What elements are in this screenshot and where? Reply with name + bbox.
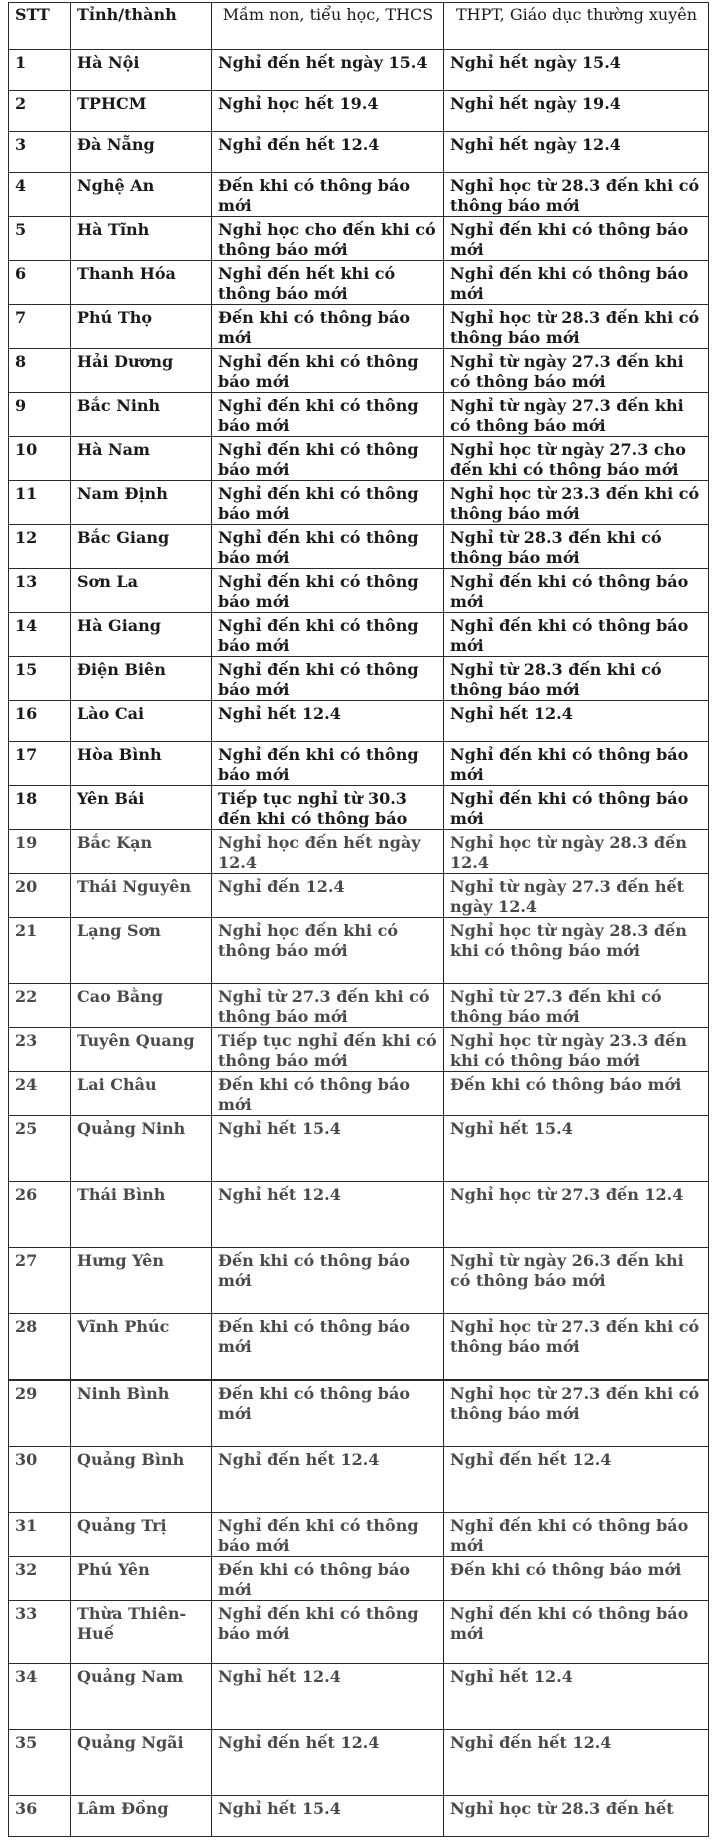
row-primary-status: Nghỉ đến hết ngày 15.4 (212, 50, 444, 91)
row-secondary-status: Nghỉ hết 12.4 (444, 701, 709, 742)
table-row (9, 830, 709, 874)
row-secondary-status: Nghỉ đến khi có thông báo mới (444, 1513, 709, 1557)
row-stt: 18 (9, 786, 71, 830)
table-row (9, 657, 709, 701)
row-secondary-status: Nghỉ học từ 27.3 đến 12.4 (444, 1182, 709, 1248)
row-secondary-status: Đến khi có thông báo mới (444, 1072, 709, 1116)
row-stt: 24 (9, 1072, 71, 1116)
row-stt: 4 (9, 173, 71, 217)
table-row (9, 437, 709, 481)
row-stt: 16 (9, 701, 71, 742)
row-primary-status: Nghỉ đến khi có thông báo mới (212, 481, 444, 525)
row-secondary-status: Nghỉ từ ngày 26.3 đến khi có thông báo mới (444, 1248, 709, 1314)
row-secondary-status: Nghỉ từ 28.3 đến khi có thông báo mới (444, 525, 709, 569)
table-row (9, 261, 709, 305)
row-province: Quảng Bình (71, 1447, 212, 1513)
row-primary-status: Nghỉ học đến hết ngày 12.4 (212, 830, 444, 874)
table-row (9, 1314, 709, 1381)
row-province: Phú Yên (71, 1557, 212, 1601)
row-secondary-status: Nghỉ đến khi có thông báo mới (444, 261, 709, 305)
school-closure-table (8, 2, 709, 1837)
row-primary-status: Nghỉ học cho đến khi có thông báo mới (212, 217, 444, 261)
row-secondary-status: Nghỉ từ ngày 27.3 đến khi có thông báo mới (444, 393, 709, 437)
row-primary-status: Đến khi có thông báo mới (212, 173, 444, 217)
row-province: Lào Cai (71, 701, 212, 742)
row-stt: 14 (9, 613, 71, 657)
row-primary-status: Nghỉ hết 12.4 (212, 701, 444, 742)
row-province: TPHCM (71, 91, 212, 132)
table-row (9, 217, 709, 261)
table-row (9, 132, 709, 173)
row-stt: 20 (9, 874, 71, 918)
row-primary-status: Đến khi có thông báo mới (212, 1380, 444, 1447)
table-row (9, 91, 709, 132)
table-row (9, 1664, 709, 1730)
table-row (9, 1116, 709, 1182)
row-province: Thanh Hóa (71, 261, 212, 305)
row-stt: 7 (9, 305, 71, 349)
row-primary-status: Đến khi có thông báo mới (212, 1072, 444, 1116)
table-row (9, 984, 709, 1028)
row-primary-status: Tiếp tục nghỉ từ 30.3 đến khi có thông báo (212, 786, 444, 830)
header-province: Tỉnh/thành (71, 3, 212, 50)
row-province: Quảng Ngãi (71, 1730, 212, 1796)
row-secondary-status: Nghỉ học từ ngày 28.3 đến khi có thông báo mới (444, 918, 709, 984)
row-stt: 5 (9, 217, 71, 261)
row-primary-status: Nghỉ đến hết 12.4 (212, 132, 444, 173)
row-stt: 28 (9, 1314, 71, 1381)
row-primary-status: Nghỉ đến khi có thông báo mới (212, 1601, 444, 1664)
row-secondary-status: Nghỉ hết 15.4 (444, 1116, 709, 1182)
table-row (9, 50, 709, 91)
row-province: Đà Nẵng (71, 132, 212, 173)
table-row (9, 1730, 709, 1796)
row-stt: 25 (9, 1116, 71, 1182)
row-primary-status: Nghỉ đến khi có thông báo mới (212, 1513, 444, 1557)
table-row (9, 1447, 709, 1513)
row-stt: 19 (9, 830, 71, 874)
row-secondary-status: Nghỉ từ 28.3 đến khi có thông báo mới (444, 657, 709, 701)
row-stt: 33 (9, 1601, 71, 1664)
row-stt: 35 (9, 1730, 71, 1796)
row-primary-status: Nghỉ đến khi có thông báo mới (212, 349, 444, 393)
row-province: Quảng Nam (71, 1664, 212, 1730)
row-province: Quảng Trị (71, 1513, 212, 1557)
row-secondary-status: Nghỉ học từ ngày 23.3 đến khi có thông báo mới (444, 1028, 709, 1072)
row-province: Lâm Đồng (71, 1796, 212, 1837)
row-stt: 15 (9, 657, 71, 701)
table-row (9, 701, 709, 742)
row-province: Vĩnh Phúc (71, 1314, 212, 1381)
row-secondary-status: Nghỉ đến khi có thông báo mới (444, 786, 709, 830)
row-stt: 9 (9, 393, 71, 437)
table-row (9, 918, 709, 984)
header-stt: STT (9, 3, 71, 50)
row-secondary-status: Nghỉ đến khi có thông báo mới (444, 569, 709, 613)
row-stt: 11 (9, 481, 71, 525)
row-stt: 1 (9, 50, 71, 91)
table-row (9, 874, 709, 918)
table-row (9, 481, 709, 525)
row-province: Hải Dương (71, 349, 212, 393)
row-primary-status: Tiếp tục nghỉ đến khi có thông báo mới (212, 1028, 444, 1072)
row-secondary-status: Nghỉ từ ngày 27.3 đến hết ngày 12.4 (444, 874, 709, 918)
school-closure-document (8, 2, 708, 1838)
table-row (9, 1380, 709, 1447)
row-secondary-status: Nghỉ đến khi có thông báo mới (444, 1601, 709, 1664)
row-secondary-status: Nghỉ học từ 28.3 đến khi có thông báo mới (444, 305, 709, 349)
row-province: Lạng Sơn (71, 918, 212, 984)
table-row (9, 173, 709, 217)
table-row (9, 393, 709, 437)
row-province: Hòa Bình (71, 742, 212, 786)
row-stt: 31 (9, 1513, 71, 1557)
table-row (9, 1796, 709, 1837)
row-province: Hà Nam (71, 437, 212, 481)
row-secondary-status: Nghỉ học từ ngày 28.3 đến 12.4 (444, 830, 709, 874)
row-primary-status: Nghỉ đến hết khi có thông báo mới (212, 261, 444, 305)
table-row (9, 613, 709, 657)
row-secondary-status: Nghỉ học từ 27.3 đến khi có thông báo mới (444, 1314, 709, 1381)
row-primary-status: Nghỉ đến hết 12.4 (212, 1447, 444, 1513)
row-primary-status: Nghỉ từ 27.3 đến khi có thông báo mới (212, 984, 444, 1028)
row-secondary-status: Nghỉ từ 27.3 đến khi có thông báo mới (444, 984, 709, 1028)
row-stt: 36 (9, 1796, 71, 1837)
row-province: Hà Tĩnh (71, 217, 212, 261)
row-primary-status: Nghỉ học hết 19.4 (212, 91, 444, 132)
row-primary-status: Nghỉ đến khi có thông báo mới (212, 742, 444, 786)
row-stt: 17 (9, 742, 71, 786)
table-row (9, 525, 709, 569)
row-stt: 6 (9, 261, 71, 305)
row-province: Phú Thọ (71, 305, 212, 349)
table-row (9, 569, 709, 613)
row-province: Bắc Giang (71, 525, 212, 569)
table-row (9, 1072, 709, 1116)
table-row (9, 786, 709, 830)
table-row (9, 349, 709, 393)
row-primary-status: Đến khi có thông báo mới (212, 1248, 444, 1314)
row-primary-status: Nghỉ hết 15.4 (212, 1796, 444, 1837)
row-stt: 3 (9, 132, 71, 173)
row-primary-status: Nghỉ đến 12.4 (212, 874, 444, 918)
row-secondary-status: Nghỉ hết ngày 12.4 (444, 132, 709, 173)
row-stt: 30 (9, 1447, 71, 1513)
row-secondary-status: Nghỉ học từ 28.3 đến khi có thông báo mới (444, 173, 709, 217)
row-primary-status: Nghỉ đến hết 12.4 (212, 1730, 444, 1796)
table-row (9, 1513, 709, 1557)
row-province: Tuyên Quang (71, 1028, 212, 1072)
row-primary-status: Nghỉ hết 12.4 (212, 1664, 444, 1730)
row-stt: 12 (9, 525, 71, 569)
row-secondary-status: Nghỉ đến hết 12.4 (444, 1730, 709, 1796)
row-stt: 21 (9, 918, 71, 984)
row-secondary-status: Nghỉ học từ 28.3 đến hết (444, 1796, 709, 1837)
table-row (9, 742, 709, 786)
row-secondary-status: Nghỉ từ ngày 27.3 đến khi có thông báo mới (444, 349, 709, 393)
row-secondary-status: Nghỉ hết ngày 19.4 (444, 91, 709, 132)
row-primary-status: Đến khi có thông báo mới (212, 305, 444, 349)
table-row (9, 1248, 709, 1314)
row-stt: 32 (9, 1557, 71, 1601)
row-stt: 10 (9, 437, 71, 481)
table-row (9, 1601, 709, 1664)
row-primary-status: Nghỉ đến khi có thông báo mới (212, 569, 444, 613)
row-stt: 27 (9, 1248, 71, 1314)
row-province: Điện Biên (71, 657, 212, 701)
row-primary-status: Nghỉ đến khi có thông báo mới (212, 393, 444, 437)
row-secondary-status: Nghỉ học từ ngày 27.3 cho đến khi có thông báo mới (444, 437, 709, 481)
row-province: Hưng Yên (71, 1248, 212, 1314)
row-secondary-status: Nghỉ học từ 23.3 đến khi có thông báo mới (444, 481, 709, 525)
row-stt: 23 (9, 1028, 71, 1072)
table-row (9, 1182, 709, 1248)
table-header-row (9, 3, 709, 50)
row-stt: 34 (9, 1664, 71, 1730)
header-primary-schools: Mầm non, tiểu học, THCS (212, 3, 444, 50)
row-primary-status: Nghỉ học đến khi có thông báo mới (212, 918, 444, 984)
row-secondary-status: Đến khi có thông báo mới (444, 1557, 709, 1601)
row-secondary-status: Nghỉ hết 12.4 (444, 1664, 709, 1730)
row-province: Nghệ An (71, 173, 212, 217)
header-high-schools: THPT, Giáo dục thường xuyên (444, 3, 709, 50)
row-primary-status: Nghỉ hết 12.4 (212, 1182, 444, 1248)
row-secondary-status: Nghỉ đến khi có thông báo mới (444, 742, 709, 786)
table-row (9, 1557, 709, 1601)
table-row (9, 305, 709, 349)
row-province: Cao Bằng (71, 984, 212, 1028)
row-primary-status: Nghỉ đến khi có thông báo mới (212, 657, 444, 701)
row-stt: 2 (9, 91, 71, 132)
row-province: Bắc Kạn (71, 830, 212, 874)
row-province: Yên Bái (71, 786, 212, 830)
row-province: Sơn La (71, 569, 212, 613)
row-province: Quảng Ninh (71, 1116, 212, 1182)
row-province: Nam Định (71, 481, 212, 525)
row-province: Bắc Ninh (71, 393, 212, 437)
row-stt: 13 (9, 569, 71, 613)
table-row (9, 1028, 709, 1072)
row-stt: 22 (9, 984, 71, 1028)
row-province: Thái Bình (71, 1182, 212, 1248)
row-primary-status: Nghỉ đến khi có thông báo mới (212, 613, 444, 657)
row-province: Thừa Thiên-Huế (71, 1601, 212, 1664)
row-province: Thái Nguyên (71, 874, 212, 918)
row-province: Hà Nội (71, 50, 212, 91)
row-primary-status: Đến khi có thông báo mới (212, 1314, 444, 1381)
row-province: Lai Châu (71, 1072, 212, 1116)
row-province: Hà Giang (71, 613, 212, 657)
row-stt: 26 (9, 1182, 71, 1248)
row-primary-status: Nghỉ đến khi có thông báo mới (212, 437, 444, 481)
row-secondary-status: Nghỉ đến hết 12.4 (444, 1447, 709, 1513)
row-primary-status: Nghỉ hết 15.4 (212, 1116, 444, 1182)
row-secondary-status: Nghỉ học từ 27.3 đến khi có thông báo mới (444, 1380, 709, 1447)
row-stt: 29 (9, 1380, 71, 1447)
row-primary-status: Nghỉ đến khi có thông báo mới (212, 525, 444, 569)
row-province: Ninh Bình (71, 1380, 212, 1447)
row-secondary-status: Nghỉ đến khi có thông báo mới (444, 613, 709, 657)
row-secondary-status: Nghỉ đến khi có thông báo mới (444, 217, 709, 261)
row-primary-status: Đến khi có thông báo mới (212, 1557, 444, 1601)
row-secondary-status: Nghỉ hết ngày 15.4 (444, 50, 709, 91)
row-stt: 8 (9, 349, 71, 393)
